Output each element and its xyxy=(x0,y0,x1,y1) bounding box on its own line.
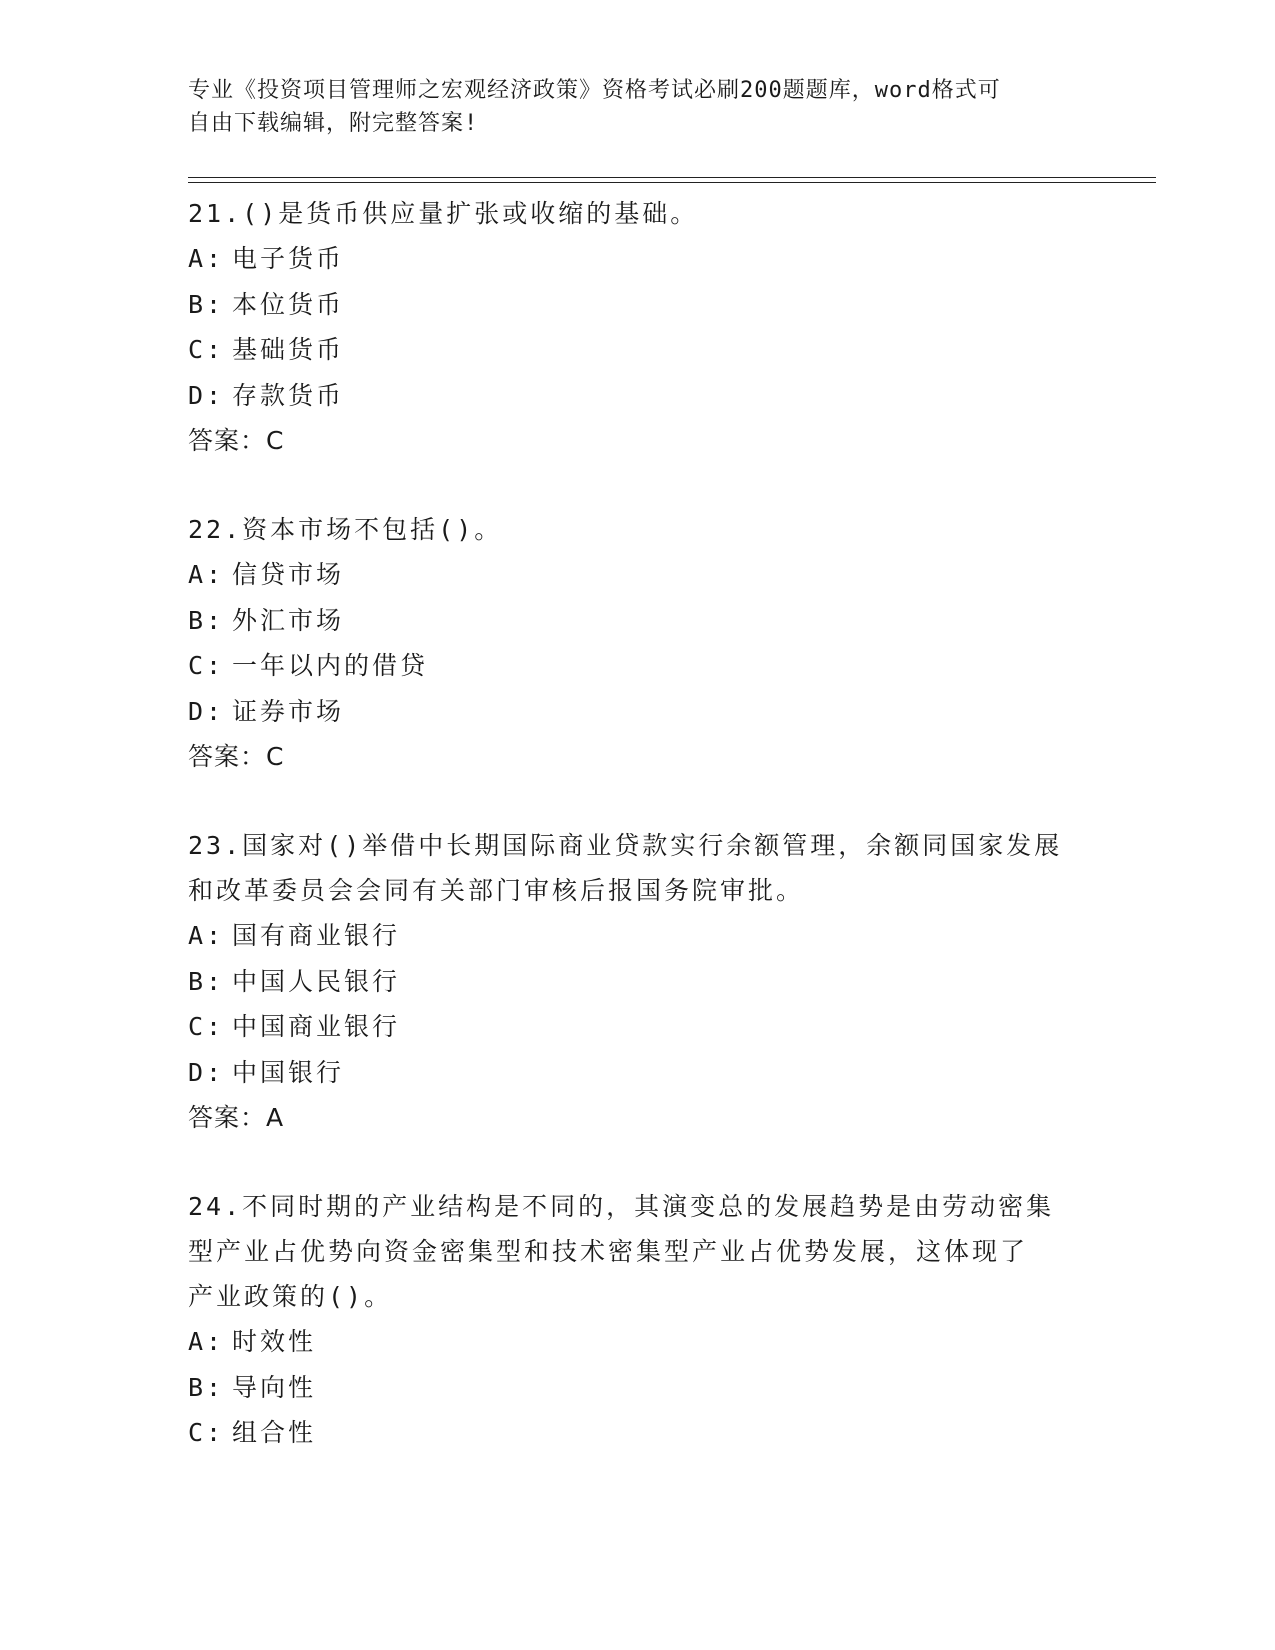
answer-label: 答案： xyxy=(188,1103,267,1132)
option-text: 一年以内的借贷 xyxy=(232,651,429,680)
question-number: 22. xyxy=(188,515,243,544)
option-text: 国有商业银行 xyxy=(232,921,401,950)
question-22 xyxy=(188,507,1088,779)
option-c xyxy=(188,643,1088,689)
option-text: 电子货币 xyxy=(232,244,345,273)
option-c xyxy=(188,1410,1088,1456)
option-letter: B: xyxy=(188,1372,225,1402)
answer-line xyxy=(188,418,1088,463)
option-a xyxy=(188,552,1088,598)
header-line-2: 自由下载编辑，附完整答案! xyxy=(188,111,479,136)
header-divider-top xyxy=(188,177,1156,178)
question-list xyxy=(188,191,1088,1500)
option-text: 组合性 xyxy=(232,1418,317,1447)
option-letter: A: xyxy=(188,560,225,589)
question-number: 23. xyxy=(188,831,243,860)
option-text: 中国银行 xyxy=(232,1057,345,1087)
option-c xyxy=(188,1004,1088,1050)
option-text: 导向性 xyxy=(232,1372,317,1402)
question-number: 24. xyxy=(188,1192,243,1221)
option-text: 证券市场 xyxy=(232,696,345,726)
option-letter: A: xyxy=(188,1327,225,1356)
answer-label: 答案： xyxy=(188,742,267,771)
option-letter: D: xyxy=(188,380,225,410)
question-23 xyxy=(188,823,1088,1140)
option-b xyxy=(188,959,1088,1005)
question-text xyxy=(188,1184,1088,1229)
option-text: 基础货币 xyxy=(232,335,345,364)
option-b xyxy=(188,598,1088,644)
option-letter: B: xyxy=(188,289,225,319)
question-text-continued: 产业政策的()。 xyxy=(188,1282,393,1311)
option-text: 中国商业银行 xyxy=(232,1012,401,1041)
option-letter: C: xyxy=(188,651,225,680)
answer-value: C xyxy=(266,426,285,455)
question-text-line: ()是货币供应量扩张或收缩的基础。 xyxy=(242,199,699,228)
question-text xyxy=(188,191,1088,236)
option-letter: C: xyxy=(188,1012,225,1041)
option-b xyxy=(188,1365,1088,1411)
option-text: 存款货币 xyxy=(232,380,345,410)
question-text-continued: 型产业占优势向资金密集型和技术密集型产业占优势发展，这体现了 xyxy=(188,1237,1029,1266)
question-24 xyxy=(188,1184,1088,1456)
question-text xyxy=(188,823,1088,868)
header-line-1: 专业《投资项目管理师之宏观经济政策》资格考试必刷200题题库，word格式可 xyxy=(188,78,1001,103)
option-d xyxy=(188,689,1088,735)
document-header xyxy=(188,74,1068,140)
option-d xyxy=(188,373,1088,419)
option-a xyxy=(188,236,1088,282)
option-text: 时效性 xyxy=(232,1327,317,1356)
header-divider-bottom xyxy=(188,182,1156,183)
option-a xyxy=(188,1319,1088,1365)
option-letter: D: xyxy=(188,1057,225,1087)
question-text-line: 不同时期的产业结构是不同的，其演变总的发展趋势是由劳动密集 xyxy=(242,1192,1055,1221)
question-text-continued: 和改革委员会会同有关部门审核后报国务院审批。 xyxy=(188,876,805,905)
option-letter: A: xyxy=(188,244,225,273)
question-text-line: 资本市场不包括()。 xyxy=(242,515,503,544)
answer-line xyxy=(188,1095,1088,1140)
option-a xyxy=(188,913,1088,959)
option-d xyxy=(188,1050,1088,1096)
option-letter: A: xyxy=(188,921,225,950)
question-number: 21. xyxy=(188,199,243,228)
option-letter: B: xyxy=(188,605,225,635)
question-text-line: 国家对()举借中长期国际商业贷款实行余额管理，余额同国家发展 xyxy=(242,831,1063,860)
question-21 xyxy=(188,191,1088,463)
answer-value: C xyxy=(266,742,285,771)
option-letter: C: xyxy=(188,1418,225,1447)
option-c xyxy=(188,327,1088,373)
option-b xyxy=(188,282,1088,328)
option-letter: C: xyxy=(188,335,225,364)
option-text: 本位货币 xyxy=(232,289,345,319)
option-text: 外汇市场 xyxy=(232,605,345,635)
option-letter: D: xyxy=(188,696,225,726)
answer-line xyxy=(188,734,1088,779)
answer-label: 答案： xyxy=(188,426,267,455)
question-text xyxy=(188,507,1088,552)
option-text: 中国人民银行 xyxy=(232,966,401,996)
option-letter: B: xyxy=(188,966,225,996)
answer-value: A xyxy=(266,1103,285,1132)
option-text: 信贷市场 xyxy=(232,560,345,589)
